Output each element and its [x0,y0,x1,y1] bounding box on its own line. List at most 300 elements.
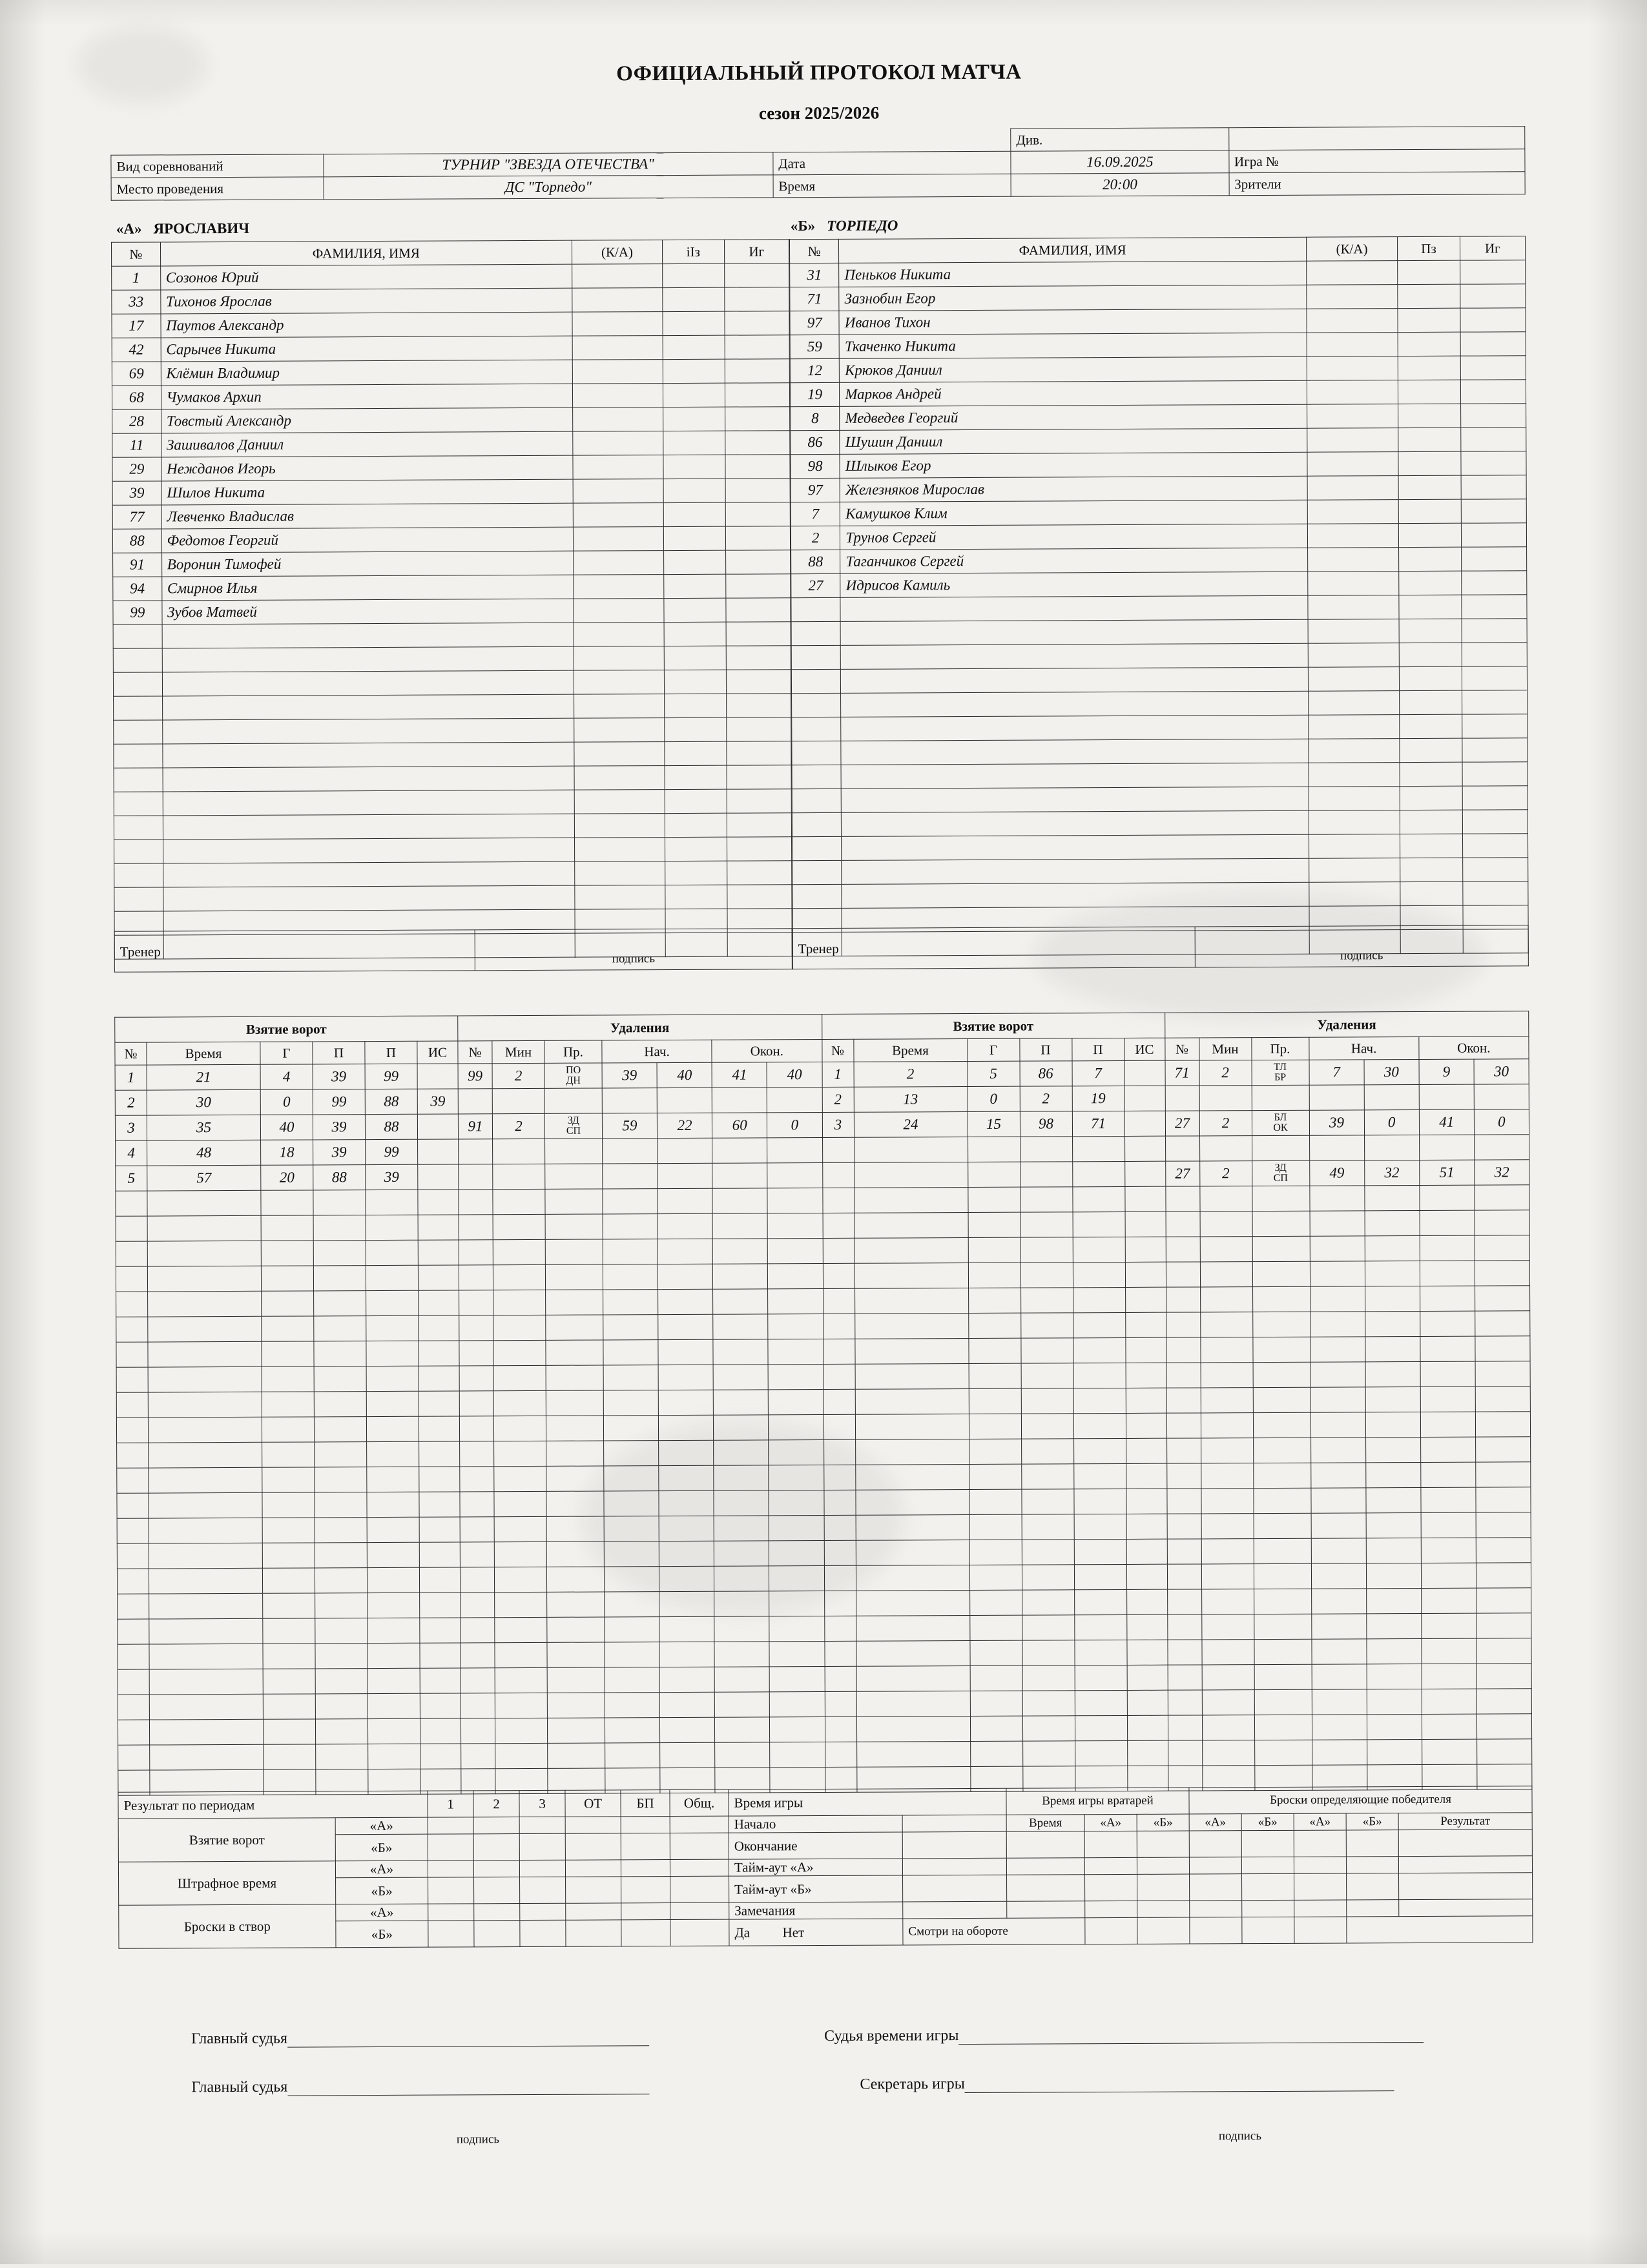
b-goal-assist1[interactable] [1022,1590,1074,1615]
player-ig[interactable] [726,741,791,765]
b-goal-scorer[interactable] [969,1640,1022,1665]
a-goal-n[interactable] [116,1266,147,1292]
b-goal-scorer[interactable] [969,1464,1021,1489]
b-pen-reason[interactable] [1252,1312,1310,1337]
remarks-value[interactable] [903,1901,1007,1919]
player-name[interactable]: Крюков Даниил [840,356,1307,382]
cell-pen-a-1[interactable] [428,1861,473,1877]
player-pz[interactable] [663,359,725,383]
player-number[interactable]: 8 [791,406,840,430]
cell-shots-a-ot[interactable] [566,1903,621,1920]
a-pen-reason[interactable] [546,1541,604,1567]
cell-goals-a-3[interactable] [519,1817,565,1833]
a-pen-start-sec[interactable] [658,1188,712,1213]
a-goal-assist1[interactable] [314,1366,366,1392]
b-goal-is[interactable] [1124,1136,1165,1161]
b-goal-assist2[interactable] [1073,1363,1126,1388]
b-pen-end-sec[interactable] [1476,1689,1531,1714]
b-pen-end-sec[interactable] [1476,1638,1531,1664]
b-pen-start-min[interactable] [1311,1614,1366,1639]
b-pen-n[interactable] [1166,1363,1201,1388]
player-name[interactable] [162,718,574,744]
table-row[interactable] [790,356,1526,383]
player-pz[interactable] [665,861,727,885]
a-pen-min[interactable] [495,1718,547,1743]
player-pz[interactable] [665,813,727,837]
a-pen-start-sec[interactable] [657,1088,712,1113]
a-pen-start-sec[interactable] [659,1440,714,1465]
a-pen-start-min[interactable] [603,1340,658,1365]
b-pen-start-min[interactable] [1310,1412,1365,1438]
b-goal-assist2[interactable]: 71 [1072,1111,1124,1136]
player-pz[interactable] [1400,762,1462,786]
a-goal-scorer[interactable] [261,1241,313,1266]
a-pen-start-sec[interactable] [659,1490,714,1516]
cell-goals-a-bp[interactable] [621,1817,670,1833]
b-goal-assist2[interactable] [1075,1665,1127,1690]
b-pen-end-min[interactable] [1421,1588,1476,1613]
b-goal-scorer[interactable] [969,1363,1021,1388]
gw-r6-c3[interactable] [1242,1917,1294,1943]
player-pz[interactable] [1399,595,1461,619]
b-goal-assist1[interactable] [1020,1137,1072,1162]
b-goal-scorer[interactable] [968,1237,1020,1263]
b-goal-scorer[interactable] [968,1313,1020,1338]
player-name[interactable]: Зашивалов Даниил [161,431,572,457]
a-goal-time[interactable] [147,1241,261,1266]
b-pen-start-min[interactable] [1310,1211,1365,1236]
a-goal-time[interactable]: 35 [147,1115,260,1140]
player-pz[interactable] [665,837,727,861]
a-pen-start-sec[interactable]: 40 [657,1062,712,1088]
a-goal-time[interactable] [148,1316,262,1342]
player-ig[interactable] [725,383,790,407]
player-pz[interactable] [1398,284,1460,308]
b-pen-end-sec[interactable] [1475,1412,1530,1437]
a-pen-n[interactable] [459,1366,493,1391]
a-pen-reason[interactable] [546,1290,603,1315]
b-pen-start-sec[interactable] [1366,1538,1421,1563]
b-pen-start-sec[interactable] [1367,1664,1422,1689]
b-pen-start-min[interactable] [1310,1362,1365,1387]
a-pen-end-min[interactable] [714,1490,769,1516]
b-pen-reason[interactable]: БЛ ОК [1252,1110,1309,1135]
player-ka[interactable] [1307,380,1398,405]
player-ig[interactable] [1462,810,1528,834]
a-goal-time[interactable] [149,1644,263,1669]
gw-r3-c4[interactable] [1346,1857,1398,1873]
b-pen-min[interactable] [1199,1086,1252,1111]
b-goal-is[interactable] [1126,1413,1166,1438]
b-pen-start-sec[interactable] [1366,1613,1421,1638]
gw-r2-c1[interactable] [1189,1831,1241,1857]
a-pen-n[interactable] [459,1315,493,1341]
b-goal-is[interactable] [1126,1363,1166,1388]
table-row[interactable] [792,810,1528,837]
a-pen-start-min[interactable] [603,1214,658,1239]
table-row[interactable] [113,646,791,673]
b-pen-start-sec[interactable] [1366,1563,1421,1588]
player-ig[interactable] [727,813,792,837]
table-row[interactable] [791,499,1526,526]
b-goal-is[interactable] [1125,1337,1166,1363]
table-row[interactable] [113,670,791,697]
b-pen-start-min[interactable] [1311,1639,1366,1664]
player-pz[interactable] [663,455,725,479]
player-name[interactable]: Сарычев Никита [161,336,572,362]
table-row[interactable] [791,571,1527,598]
b-goal-assist1[interactable] [1020,1263,1073,1288]
b-goal-n[interactable]: 3 [822,1112,854,1137]
a-pen-n[interactable] [459,1139,493,1164]
table-row[interactable] [791,451,1526,479]
player-ig[interactable] [727,789,792,813]
gt-r3-c3[interactable] [1137,1857,1189,1874]
b-goal-assist2[interactable] [1072,1161,1124,1186]
a-pen-min[interactable] [493,1290,546,1315]
a-pen-end-min[interactable] [712,1188,767,1213]
player-number[interactable] [114,840,163,863]
table-row[interactable] [791,523,1526,550]
player-number[interactable] [114,744,163,768]
a-pen-min[interactable] [493,1214,545,1239]
b-pen-reason[interactable] [1253,1387,1310,1412]
a-pen-start-min[interactable] [604,1466,659,1491]
b-pen-start-min[interactable] [1309,1085,1364,1110]
a-pen-n[interactable] [461,1718,495,1744]
player-name[interactable] [163,861,574,887]
a-goal-n[interactable]: 5 [116,1166,147,1191]
b-pen-start-min[interactable]: 7 [1309,1060,1364,1085]
player-name[interactable]: Федотов Георгий [161,527,573,553]
player-number[interactable] [792,884,842,908]
a-pen-start-min[interactable] [603,1239,658,1264]
b-goal-scorer[interactable] [969,1590,1022,1615]
a-pen-start-sec[interactable] [658,1365,713,1390]
b-goal-time[interactable] [854,1162,968,1188]
a-pen-end-min[interactable] [712,1088,767,1113]
b-pen-n[interactable] [1167,1589,1201,1614]
a-goal-time[interactable] [147,1215,261,1241]
b-goal-scorer[interactable] [968,1263,1020,1288]
b-pen-reason[interactable] [1254,1740,1312,1765]
a-pen-start-min[interactable] [603,1164,658,1189]
player-pz[interactable] [663,526,725,550]
b-pen-end-min[interactable] [1420,1387,1475,1412]
player-name[interactable]: Камушков Клим [840,500,1308,526]
player-ka[interactable] [1309,787,1400,811]
a-goal-scorer[interactable]: 20 [261,1165,313,1190]
b-goal-time[interactable] [856,1691,970,1717]
b-pen-reason[interactable] [1254,1563,1311,1589]
a-pen-end-sec[interactable] [769,1541,824,1566]
b-goal-n[interactable] [824,1465,855,1490]
player-pz[interactable] [1399,643,1461,666]
competition-value[interactable]: ТУРНИР "ЗВЕЗДА ОТЕЧЕСТВА" [324,152,773,177]
a-goal-is[interactable] [420,1668,461,1693]
b-goal-is[interactable] [1126,1463,1166,1489]
b-goal-n[interactable] [824,1591,856,1616]
a-pen-start-sec[interactable]: 22 [657,1113,712,1138]
table-row[interactable] [112,287,789,314]
b-goal-time[interactable] [854,1137,968,1163]
a-goal-assist2[interactable] [367,1467,419,1492]
player-ig[interactable] [1460,380,1526,404]
player-number[interactable] [792,789,841,812]
a-pen-end-min[interactable]: 60 [712,1113,767,1138]
player-pz[interactable] [665,885,727,909]
table-row[interactable] [112,431,790,458]
b-pen-end-min[interactable] [1420,1412,1475,1437]
a-goal-n[interactable] [117,1518,149,1543]
b-pen-end-sec[interactable] [1475,1437,1530,1462]
b-pen-start-min[interactable] [1310,1488,1365,1513]
b-pen-n[interactable] [1166,1237,1200,1262]
gw-r5-c1[interactable] [1190,1901,1242,1917]
b-goal-is[interactable] [1126,1564,1167,1589]
player-name[interactable] [163,814,574,840]
player-number[interactable]: 33 [112,290,161,314]
a-pen-reason[interactable] [546,1416,603,1441]
a-goal-assist1[interactable] [313,1215,366,1241]
player-name[interactable] [163,790,574,816]
b-pen-start-sec[interactable]: 32 [1364,1160,1419,1185]
a-pen-reason[interactable] [546,1390,603,1416]
b-pen-n[interactable] [1166,1388,1201,1413]
a-pen-end-sec[interactable] [767,1163,822,1188]
b-pen-end-min[interactable] [1419,1084,1474,1109]
b-goal-n[interactable] [825,1742,856,1767]
a-goal-time[interactable] [149,1518,262,1543]
a-pen-min[interactable] [495,1617,547,1642]
a-pen-start-sec[interactable] [659,1541,714,1566]
b-goal-time[interactable] [855,1288,968,1314]
player-ka[interactable] [573,431,663,456]
player-ka[interactable] [573,551,663,575]
a-pen-end-sec[interactable] [770,1742,825,1767]
a-goal-assist1[interactable] [315,1543,367,1568]
a-goal-n[interactable] [117,1493,149,1518]
b-goal-scorer[interactable] [968,1288,1020,1313]
player-ig[interactable] [1462,714,1528,738]
player-pz[interactable] [665,717,727,741]
a-goal-assist1[interactable] [315,1568,367,1593]
a-pen-min[interactable]: 2 [492,1063,544,1088]
a-pen-start-sec[interactable] [658,1213,712,1239]
a-goal-scorer[interactable] [261,1190,313,1215]
a-goal-scorer[interactable] [262,1316,314,1341]
player-ig[interactable] [725,574,791,598]
b-pen-start-sec[interactable] [1365,1336,1420,1361]
b-goal-assist2[interactable] [1074,1514,1126,1539]
b-pen-end-min[interactable]: 41 [1419,1109,1474,1135]
b-goal-assist2[interactable] [1073,1463,1126,1489]
b-pen-end-min[interactable] [1420,1210,1475,1235]
b-goal-assist1[interactable] [1021,1414,1073,1439]
cell-pen-b-ot[interactable] [566,1877,621,1903]
a-pen-reason[interactable] [545,1239,603,1264]
a-pen-start-sec[interactable] [658,1314,713,1339]
player-pz[interactable] [1398,451,1460,475]
a-goal-scorer[interactable] [262,1568,315,1593]
a-goal-scorer[interactable]: 4 [260,1064,313,1089]
b-pen-end-sec[interactable] [1475,1210,1529,1235]
b-pen-end-min[interactable] [1422,1664,1476,1689]
a-goal-is[interactable] [418,1139,459,1164]
b-pen-start-sec[interactable] [1365,1235,1420,1261]
a-pen-end-sec[interactable] [767,1188,822,1213]
a-pen-start-sec[interactable] [659,1692,714,1717]
b-goal-n[interactable] [824,1439,855,1465]
b-goal-time[interactable] [855,1238,968,1264]
a-goal-time[interactable] [149,1467,262,1493]
cell-shots-b-ot[interactable] [566,1920,621,1946]
b-goal-n[interactable]: 2 [822,1087,854,1112]
b-pen-start-sec[interactable] [1365,1361,1420,1387]
player-pz[interactable] [1400,666,1462,690]
b-pen-end-sec[interactable] [1475,1261,1529,1286]
a-goal-n[interactable]: 1 [115,1065,147,1090]
player-ig[interactable] [724,287,789,311]
player-pz[interactable] [664,622,726,646]
b-goal-is[interactable] [1126,1539,1167,1564]
cell-pen-b-3[interactable] [520,1877,566,1903]
player-pz[interactable] [664,550,726,574]
b-goal-assist2[interactable] [1073,1438,1126,1463]
b-goal-n[interactable] [824,1389,855,1414]
b-pen-min[interactable] [1201,1413,1253,1438]
a-pen-start-min[interactable] [605,1592,659,1617]
b-pen-start-min[interactable] [1310,1463,1365,1488]
coach-signature-b[interactable] [1195,925,1528,967]
b-goal-assist2[interactable] [1075,1690,1127,1715]
cell-pen-a-tot[interactable] [670,1859,729,1876]
player-ig[interactable] [725,479,791,502]
a-pen-end-sec[interactable] [767,1088,822,1113]
b-goal-n[interactable] [823,1263,855,1288]
b-pen-min[interactable] [1201,1539,1254,1564]
b-pen-n[interactable] [1166,1262,1200,1287]
b-goal-assist1[interactable] [1022,1615,1074,1640]
player-pz[interactable] [1398,380,1460,404]
a-pen-end-min[interactable] [712,1213,767,1239]
b-pen-n[interactable] [1166,1463,1201,1489]
b-pen-n[interactable] [1168,1690,1202,1715]
b-pen-n[interactable] [1165,1136,1199,1161]
table-row[interactable] [114,885,792,912]
b-pen-start-sec[interactable] [1364,1135,1419,1160]
a-goal-scorer[interactable] [263,1669,315,1694]
a-pen-end-min[interactable] [713,1365,768,1390]
player-ka[interactable] [574,814,665,838]
b-goal-time[interactable] [856,1616,969,1642]
player-ka[interactable] [574,694,664,719]
player-number[interactable] [792,836,842,860]
gw-r5-c4[interactable] [1347,1900,1399,1917]
a-pen-reason[interactable] [546,1491,604,1516]
a-goal-scorer[interactable] [262,1291,314,1316]
player-name[interactable]: Ткаченко Никита [839,333,1307,358]
b-pen-reason[interactable] [1254,1538,1311,1563]
a-pen-end-sec[interactable] [769,1390,824,1415]
table-row[interactable] [112,479,790,506]
a-pen-start-sec[interactable] [658,1163,712,1188]
b-pen-n[interactable] [1166,1287,1200,1312]
b-pen-end-min[interactable] [1421,1512,1476,1538]
b-pen-n[interactable]: 27 [1165,1161,1199,1186]
table-row[interactable] [790,260,1526,287]
b-pen-min[interactable] [1202,1665,1254,1690]
table-row[interactable] [792,762,1528,789]
player-ig[interactable] [726,622,791,646]
a-pen-end-min[interactable] [714,1516,769,1541]
b-goal-assist1[interactable] [1022,1691,1075,1716]
b-goal-assist2[interactable] [1075,1715,1127,1740]
cell-pen-a-bp[interactable] [621,1860,670,1877]
player-number[interactable] [113,672,162,696]
b-goal-time[interactable]: 2 [854,1062,968,1088]
table-row[interactable] [792,858,1528,885]
a-goal-assist1[interactable] [315,1492,367,1518]
time-judge-line[interactable] [958,2026,1424,2045]
player-ig[interactable] [1460,428,1526,451]
b-pen-start-sec[interactable] [1366,1512,1421,1538]
a-goal-assist1[interactable] [314,1392,366,1417]
cell-goals-a-1[interactable] [428,1817,473,1834]
b-pen-min[interactable] [1201,1363,1253,1388]
b-goal-scorer[interactable] [969,1439,1021,1464]
a-pen-n[interactable] [461,1618,495,1643]
a-goal-scorer[interactable]: 18 [261,1140,313,1165]
a-pen-reason[interactable] [544,1088,602,1113]
b-goal-is[interactable] [1125,1287,1166,1312]
player-ka[interactable] [1307,333,1398,357]
player-ig[interactable] [1461,523,1527,547]
player-ka[interactable] [574,766,665,790]
a-pen-reason[interactable] [545,1189,603,1214]
a-goal-is[interactable] [418,1265,459,1290]
b-goal-assist2[interactable] [1074,1564,1126,1589]
b-pen-reason[interactable] [1252,1261,1310,1286]
a-goal-assist2[interactable] [367,1567,419,1593]
a-pen-start-sec[interactable] [658,1264,713,1289]
a-pen-start-min[interactable] [605,1743,660,1768]
player-number[interactable] [114,816,163,840]
a-goal-scorer[interactable] [262,1392,314,1417]
player-ka[interactable] [1307,356,1398,381]
b-goal-assist1[interactable] [1022,1665,1075,1691]
b-pen-n[interactable] [1166,1211,1200,1237]
table-row[interactable] [791,404,1526,431]
player-name[interactable]: Зазнобин Егор [839,285,1307,311]
b-goal-n[interactable] [825,1691,856,1716]
yesno-cell[interactable] [729,1919,903,1946]
a-pen-n[interactable] [460,1542,494,1567]
a-pen-end-min[interactable] [714,1642,769,1667]
a-goal-time[interactable] [147,1266,261,1292]
a-pen-start-min[interactable] [605,1718,659,1743]
a-goal-n[interactable] [116,1342,148,1367]
b-pen-reason[interactable] [1254,1589,1311,1614]
player-ig[interactable] [1461,499,1527,523]
b-pen-n[interactable] [1168,1715,1202,1740]
a-pen-end-min[interactable] [714,1465,769,1490]
a-pen-start-sec[interactable] [658,1390,713,1415]
a-pen-min[interactable] [494,1466,546,1491]
b-goal-time[interactable] [855,1213,968,1239]
a-goal-assist2[interactable]: 88 [365,1089,417,1114]
b-pen-end-min[interactable]: 9 [1419,1059,1474,1084]
